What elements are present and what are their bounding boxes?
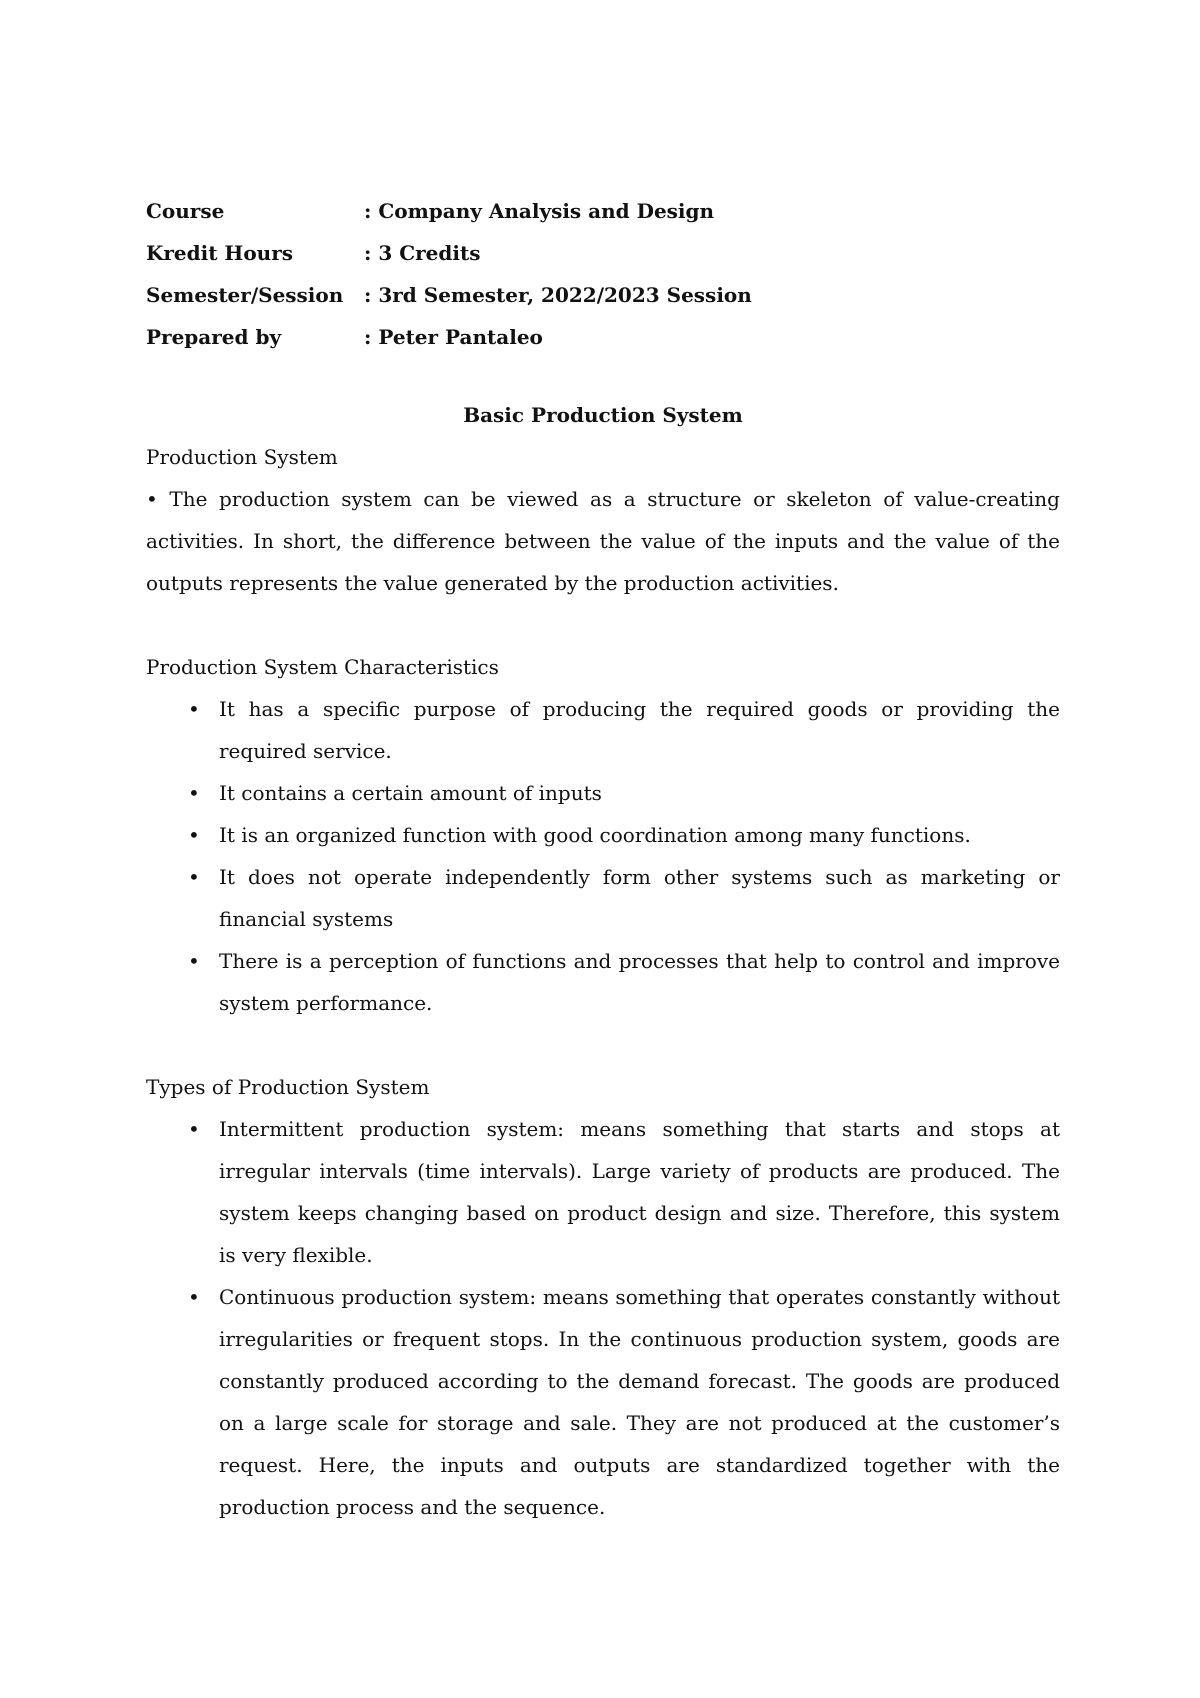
- types-heading: Types of Production System: [146, 1075, 430, 1099]
- semester-session-label: Semester/Session: [146, 283, 344, 307]
- course-row: [146, 190, 1060, 232]
- production-system-heading: Production System: [146, 445, 338, 469]
- characteristics-list: [146, 688, 1060, 1024]
- semester-session-value: : 3rd Semester, 2022/2023 Session: [364, 283, 752, 307]
- list-item: [146, 856, 1060, 940]
- list-item-text: It is an organized function with good coordination among many functions.: [219, 823, 971, 847]
- document-content: [146, 190, 1060, 1528]
- prepared-by-value: : Peter Pantaleo: [364, 325, 543, 349]
- course-info-block: [146, 190, 1060, 358]
- types-list: [146, 1108, 1060, 1528]
- credit-hours-row: [146, 232, 1060, 274]
- bullet-icon: •: [188, 781, 200, 805]
- list-item-text: It contains a certain amount of inputs: [219, 781, 602, 805]
- list-item: [146, 1276, 1060, 1528]
- prepared-by-label: Prepared by: [146, 325, 282, 349]
- characteristics-heading: Production System Characteristics: [146, 655, 499, 679]
- bullet-icon: •: [188, 865, 200, 889]
- bullet-icon: •: [188, 697, 200, 721]
- list-item-text: Intermittent production system: means something that starts and stops at irregular intervals (time intervals). Large variety of products are produced. The system keeps changing based on product design and size. Therefore, this system is very flexible.: [219, 1117, 1060, 1267]
- bullet-icon: •: [188, 823, 200, 847]
- list-item: [146, 688, 1060, 772]
- list-item-text: It has a specific purpose of producing the required goods or providing the required service.: [219, 697, 1060, 763]
- list-item: [146, 1108, 1060, 1276]
- list-item: [146, 940, 1060, 1024]
- prepared-by-row: [146, 316, 1060, 358]
- spacer: [146, 604, 1060, 646]
- credit-hours-value: : 3 Credits: [364, 241, 481, 265]
- list-item-text: There is a perception of functions and processes that help to control and improve system performance.: [219, 949, 1060, 1015]
- list-item: [146, 814, 1060, 856]
- bullet-icon: •: [188, 1285, 200, 1309]
- course-label: Course: [146, 199, 225, 223]
- list-item-text: It does not operate independently form other systems such as marketing or financial systems: [219, 865, 1060, 931]
- bullet-icon: •: [188, 949, 200, 973]
- spacer: [146, 1024, 1060, 1066]
- bullet-icon: •: [188, 1117, 200, 1141]
- list-item-text: Continuous production system: means something that operates constantly without irregularities or frequent stops. In the continuous production system, goods are constantly produced according to the demand forecast. The goods are produced on a large scale for storage and sale. They are not produced at the customer’s request. Here, the inputs and outputs are standardized together with the production process and the sequence.: [219, 1285, 1060, 1519]
- production-system-paragraph: • The production system can be viewed as a structure or skeleton of value-creating activities. In short, the difference between the value of the inputs and the value of the outputs represents the value generated by the production activities.: [146, 487, 1060, 595]
- document-title: Basic Production System: [463, 403, 743, 427]
- list-item: [146, 772, 1060, 814]
- semester-session-row: [146, 274, 1060, 316]
- credit-hours-label: Kredit Hours: [146, 241, 294, 265]
- course-value: : Company Analysis and Design: [364, 199, 715, 223]
